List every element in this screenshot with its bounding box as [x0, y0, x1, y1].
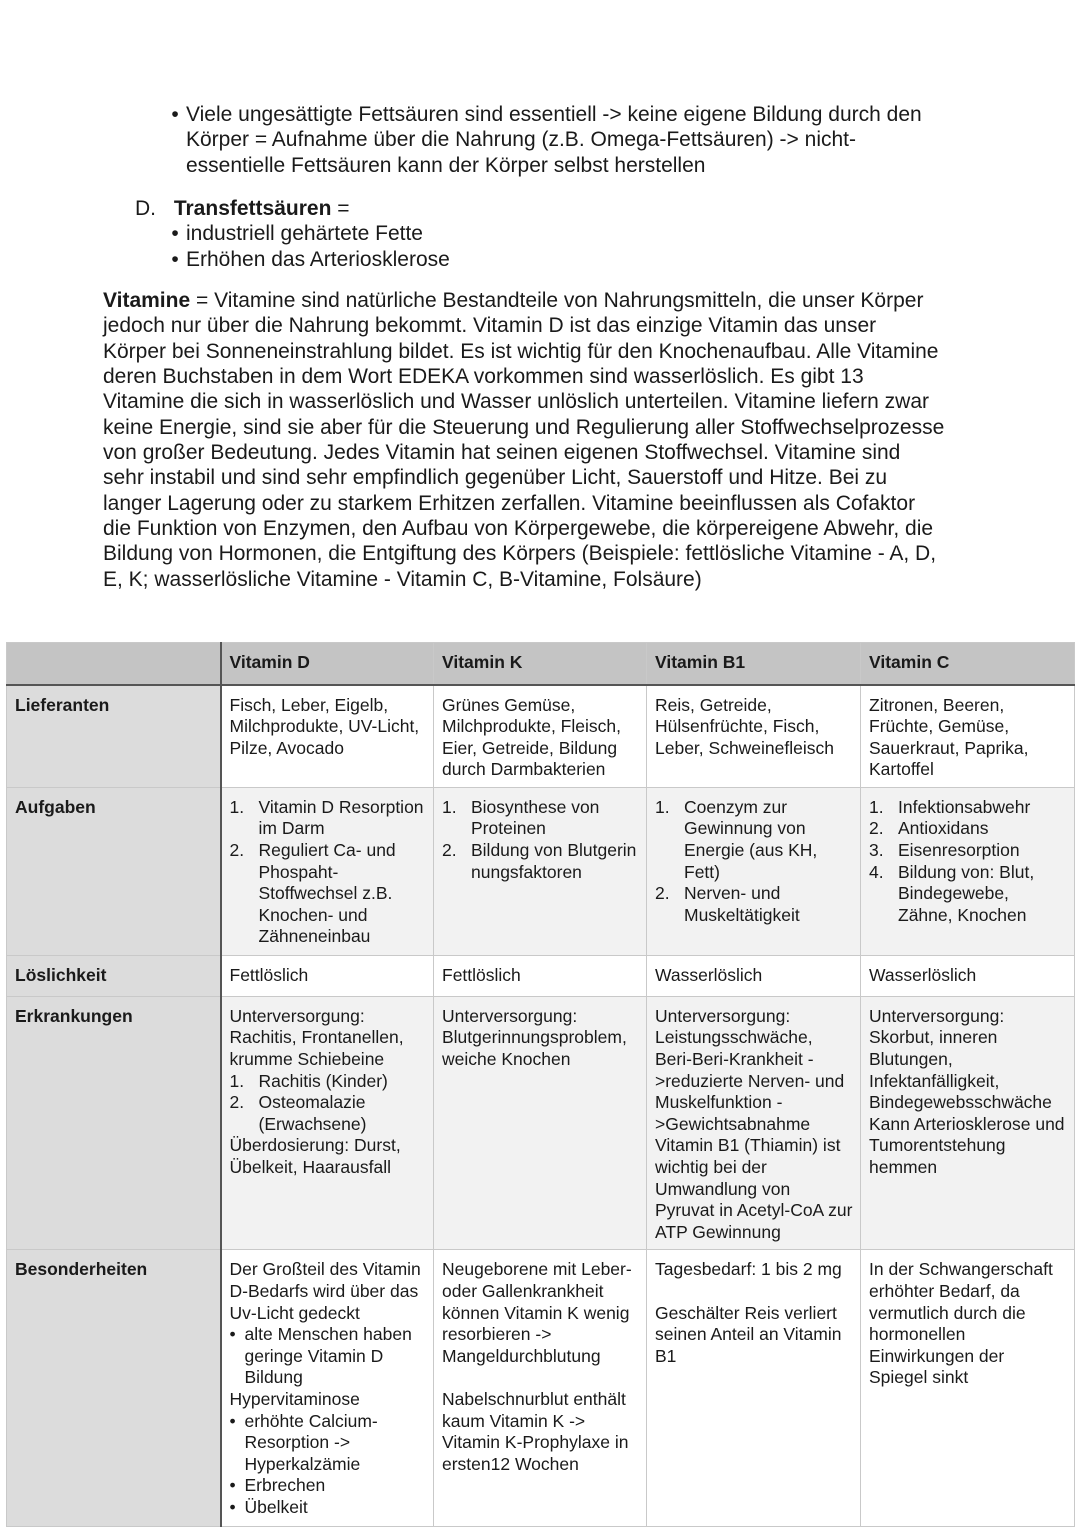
paragraph-line: von großer Bedeutung. Jedes Vitamin hat seinen eigenen Stoffwechsel. Vitamine sind	[103, 441, 901, 465]
vitamin-table	[6, 642, 1075, 1527]
bullet-icon: •	[171, 222, 179, 245]
paragraph-line: deren Buchstaben in dem Wort EDEKA vorkommen sind wasserlöslich. Es gibt 13	[103, 365, 864, 389]
numbered-list	[230, 797, 427, 948]
cell-vitamin-b1: Wasserlöslich	[647, 955, 861, 996]
row-label: Löslichkeit	[7, 955, 221, 996]
paragraph-line: keine Energie, sind sie aber für die Steuerung und Regulierung aller Stoffwechselprozesse	[103, 415, 945, 439]
header-vitamin-b1: Vitamin B1	[647, 643, 861, 685]
table-row-lieferanten	[7, 685, 1075, 788]
bullet-icon: •	[229, 1324, 236, 1345]
table-header-row	[7, 643, 1075, 685]
paragraph-text: = Vitamine sind natürliche Bestandteile von Nahrungsmitteln, die unser Körper	[190, 289, 924, 312]
list-item: 4. Bildung von: Blut, Bindegewebe, Zähne, Knochen	[869, 861, 1035, 925]
cell-vitamin-c: Zitronen, Beeren, Früchte, Gemüse, Sauerkraut, Paprika, Kartoffel	[861, 685, 1075, 788]
list-item: • Erbrechen	[229, 1475, 326, 1496]
cell-vitamin-d: Fisch, Leber, Eigelb, Milchprodukte, UV-Licht, Pilze, Avocado	[221, 685, 434, 788]
cell-vitamin-d	[221, 996, 434, 1250]
paragraph-line: E, K; wasserlösliche Vitamine - Vitamin C, B-Vitamine, Folsäure)	[103, 567, 702, 591]
cell-vitamin-c	[861, 787, 1075, 955]
cell-text: Tagesbedarf: 1 bis 2 mg	[655, 1259, 842, 1280]
paragraph-line: sehr instabil und sind sehr empfindlich gegenüber Licht, Sauerstoff und Hitze. Bei zu	[103, 466, 888, 490]
cell-vitamin-k: Grünes Gemüse, Milchprodukte, Fleisch, Eier, Getreide, Bildung durch Darmbakterien	[434, 685, 647, 788]
essential-fatty-acids-bullet	[0, 102, 1080, 182]
table-row-besonderheiten	[7, 1250, 1075, 1527]
paragraph-line	[103, 288, 1003, 313]
list-item: 1. Coenzym zur Gewinnung von Energie (aus KH, Fett)	[655, 796, 818, 882]
bullet-icon: •	[229, 1496, 236, 1517]
cell-vitamin-b1: Unterversorgung: Leistungsschwäche, Beri-Beri-Krankheit ->reduzierte Nerven- und Muskelfunktion ->Gewichtsabnahme Vitamin B1 (Thiamin) ist wichtig bei der Umwandlung von Pyruvat in Acetyl-CoA zur ATP Gewinnung	[647, 996, 861, 1250]
cell-vitamin-k: Unterversorgung: Blutgerinnungsproblem, weiche Knochen	[434, 996, 647, 1250]
cell-text: Unterversorgung: Rachitis, Frontanellen, krumme Schiebeine	[229, 1005, 404, 1070]
cell-text: Neugeborene mit Leber- oder Gallenkrankheit können Vitamin K wenig resorbieren -> Mangeldurchblutung	[442, 1259, 632, 1366]
numbered-list	[655, 797, 853, 927]
bullet-text-line: Viele ungesättigte Fettsäuren sind essentiell -> keine eigene Bildung durch den	[186, 103, 922, 126]
paragraph-line: Vitamine die sich in wasserlöslich und Wasser unlöslich unterteilen. Vitamine liefern zwar	[103, 390, 929, 414]
list-item: 2. Osteomalazie (Erwachsene)	[229, 1092, 367, 1134]
cell-vitamin-b1	[647, 1250, 861, 1527]
vitamine-term: Vitamine	[103, 289, 191, 312]
cell-vitamin-c: Unterversorgung: Skorbut, inneren Blutungen, Infektanfälligkeit, Bindegewebsschwäche Kann Arteriosklerose und Tumorentstehung hemmen	[861, 996, 1075, 1250]
cell-vitamin-k	[434, 1250, 647, 1527]
list-item: 2. Reguliert Ca- und Phospaht-Stoffwechsel z.B. Knochen- und Zähneneinbau	[229, 840, 396, 947]
cell-vitamin-d	[221, 787, 434, 955]
list-item: • alte Menschen haben geringe Vitamin D Bildung	[229, 1324, 412, 1388]
paragraph-line: langer Lagerung oder zu starkem Erhitzen zerfallen. Vitamine beeinflussen als Cofaktor	[103, 491, 916, 515]
table-row-loeslichkeit	[7, 955, 1075, 996]
bullet-text-line: Körper = Aufnahme über die Nahrung (z.B. Omega-Fettsäuren) -> nicht-	[186, 128, 857, 152]
numbered-list	[442, 797, 639, 883]
bullet-text: Erhöhen das Arteriosklerose	[186, 247, 450, 271]
table-row-erkrankungen	[7, 996, 1075, 1250]
list-item: 1. Biosynthese von Proteinen	[442, 796, 600, 839]
paragraph-line: die Funktion von Enzymen, den Aufbau von Körpergewebe, die körpereigene Abwehr, die	[103, 517, 934, 541]
cell-vitamin-d	[221, 1250, 434, 1527]
list-item: 1. Vitamin D Resorption im Darm	[229, 796, 424, 839]
cell-vitamin-k: Fettlöslich	[434, 955, 647, 996]
list-item: 1. Infektionsabwehr	[869, 796, 1031, 817]
row-label: Erkrankungen	[7, 996, 221, 1250]
vitamine-paragraph	[103, 288, 1003, 592]
bullet-list	[230, 1411, 427, 1519]
cell-vitamin-c: Wasserlöslich	[861, 955, 1075, 996]
header-corner	[7, 643, 221, 685]
section-d-heading	[135, 196, 350, 221]
cell-vitamin-b1	[647, 787, 861, 955]
cell-vitamin-c: In der Schwangerschaft erhöhter Bedarf, da vermutlich durch die hormonellen Einwirkungen der Spiegel sinkt	[861, 1250, 1075, 1527]
cell-text: Der Großteil des Vitamin D-Bedarfs wird über das Uv-Licht gedeckt	[229, 1259, 421, 1323]
list-item: 2. Antioxidans	[869, 818, 989, 839]
numbered-list	[230, 1071, 427, 1136]
row-label: Besonderheiten	[7, 1250, 221, 1527]
header-vitamin-k: Vitamin K	[434, 643, 647, 685]
row-label: Lieferanten	[7, 685, 221, 788]
section-suffix: =	[331, 197, 350, 220]
cell-text: Nabelschnurblut enthält kaum Vitamin K -> Vitamin K-Prophylaxe in ersten12 Wochen	[442, 1388, 629, 1474]
list-item: 2. Bildung von Blutgerinnungsfaktoren	[442, 840, 637, 882]
bullet-text-line: essentielle Fettsäuren kann der Körper selbst herstellen	[186, 153, 706, 177]
list-item: • erhöhte Calcium-Resorption -> Hyperkalzämie	[229, 1410, 378, 1474]
bullet-icon: •	[229, 1410, 236, 1431]
table-row-aufgaben	[7, 787, 1075, 955]
cell-vitamin-d: Fettlöslich	[221, 955, 434, 996]
bullet-text: industriell gehärtete Fette	[186, 222, 423, 245]
paragraph-line: jedoch nur über die Nahrung bekommt. Vitamin D ist das einzige Vitamin das unser	[103, 314, 877, 338]
numbered-list	[869, 797, 1067, 927]
header-vitamin-d: Vitamin D	[221, 643, 434, 685]
cell-vitamin-b1: Reis, Getreide, Hülsenfrüchte, Fisch, Leber, Schweinefleisch	[647, 685, 861, 788]
section-title: Transfettsäuren	[173, 197, 332, 220]
bullet-icon: •	[171, 247, 179, 271]
paragraph-line: Bildung von Hormonen, die Entgiftung des Körpers (Beispiele: fettlösliche Vitamine - A, D,	[103, 542, 937, 566]
header-vitamin-c: Vitamin C	[861, 643, 1075, 685]
bullet-list	[230, 1324, 427, 1389]
cell-text: Hypervitaminose	[229, 1388, 360, 1409]
list-item: 1. Rachitis (Kinder)	[229, 1070, 388, 1091]
row-label: Aufgaben	[7, 787, 221, 955]
bullet-icon: •	[171, 103, 179, 126]
cell-vitamin-k	[434, 787, 647, 955]
list-item: • Übelkeit	[229, 1496, 308, 1517]
cell-text: Geschälter Reis verliert seinen Anteil an Vitamin B1	[655, 1302, 842, 1366]
paragraph-line: Körper bei Sonneneinstrahlung bildet. Es ist wichtig für den Knochenaufbau. Alle Vitamine	[103, 339, 939, 363]
transfett-bullet	[0, 221, 1080, 247]
bullet-icon: •	[229, 1475, 236, 1496]
list-item: 3. Eisenresorption	[869, 840, 1020, 861]
section-marker: D.	[135, 197, 156, 220]
transfett-bullet	[0, 247, 1080, 273]
list-item: 2. Nerven- und Muskeltätigkeit	[655, 883, 800, 925]
cell-text: Überdosierung: Durst, Übelkeit, Haarausfall	[229, 1135, 401, 1178]
